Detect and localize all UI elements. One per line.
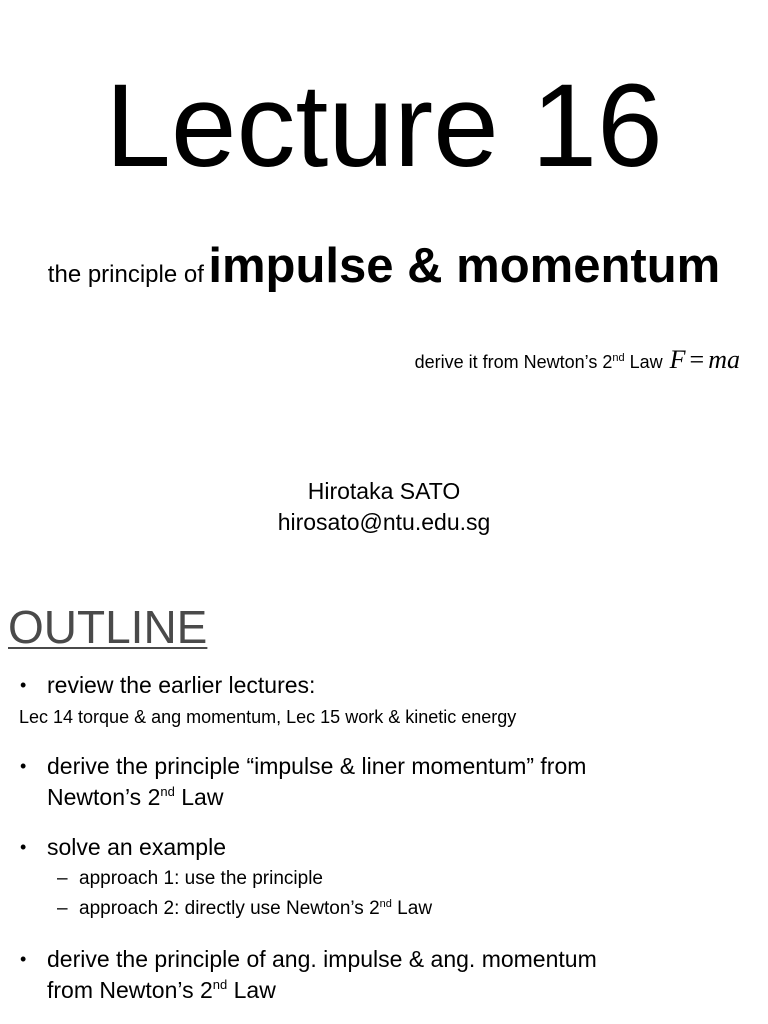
sub-bullet-text: approach 1: use the principle bbox=[79, 868, 323, 889]
subtitle-emphasis: impulse & momentum bbox=[208, 239, 721, 293]
sub-bullet-dash: – bbox=[57, 898, 68, 919]
derivation-note bbox=[415, 343, 740, 379]
sub-bullet-text: approach 2: directly use Newton’s 2 bbox=[79, 898, 380, 919]
bullet-text-line2: Newton’s 2 bbox=[47, 784, 161, 810]
bullet-dot: • bbox=[20, 949, 27, 969]
formula-lhs: F bbox=[669, 345, 686, 374]
sub-bullet-dash: – bbox=[57, 868, 68, 889]
newton-formula bbox=[670, 345, 740, 374]
outline-bullet-derive-angular bbox=[20, 944, 750, 1006]
bullet-superscript: nd bbox=[212, 977, 228, 992]
derivation-text: derive it from Newton’s 2 bbox=[414, 352, 613, 372]
outline-bullet-example bbox=[20, 832, 750, 863]
derivation-law: Law bbox=[624, 352, 663, 372]
author-name: Hirotaka SATO bbox=[307, 478, 461, 504]
bullet-superscript: nd bbox=[160, 784, 175, 799]
bullet-text: solve an example bbox=[47, 834, 226, 860]
subtitle-prefix: the principle of bbox=[47, 261, 204, 288]
derivation-superscript: nd bbox=[612, 352, 625, 364]
sub-bullet-text-end: Law bbox=[391, 898, 433, 919]
outline-bullet-derive-linear bbox=[20, 751, 750, 813]
bullet-dot: • bbox=[20, 756, 27, 776]
bullet-text-line1: derive the principle “impulse & liner momentum” from bbox=[47, 753, 587, 779]
bullet-text-line2-end: Law bbox=[227, 977, 276, 1003]
lecture-title: Lecture 16 bbox=[105, 60, 663, 192]
formula-operator: = bbox=[689, 345, 705, 374]
sub-bullet-superscript: nd bbox=[379, 898, 392, 910]
outline-bullet-review bbox=[20, 670, 750, 701]
bullet-dot: • bbox=[20, 837, 27, 857]
formula-rhs: ma bbox=[708, 345, 740, 374]
bullet-text: review the earlier lectures: bbox=[47, 672, 316, 698]
bullet-dot: • bbox=[20, 675, 27, 695]
bullet-text bbox=[47, 944, 750, 1006]
outline-heading: OUTLINE bbox=[8, 601, 208, 653]
review-detail: Lec 14 torque & ang momentum, Lec 15 work & kinetic energy bbox=[19, 707, 517, 727]
sub-bullet-approach-1 bbox=[57, 865, 323, 893]
bullet-text-line2-end: Law bbox=[174, 784, 224, 810]
bullet-text-line1: derive the principle of ang. impulse & ang. momentum bbox=[47, 946, 597, 972]
author-email: hirosato@ntu.edu.sg bbox=[277, 509, 491, 535]
bullet-text bbox=[47, 751, 750, 813]
lecture-subtitle bbox=[0, 236, 768, 308]
bullet-text-line2: from Newton’s 2 bbox=[47, 977, 213, 1003]
sub-bullet-approach-2 bbox=[57, 895, 432, 923]
